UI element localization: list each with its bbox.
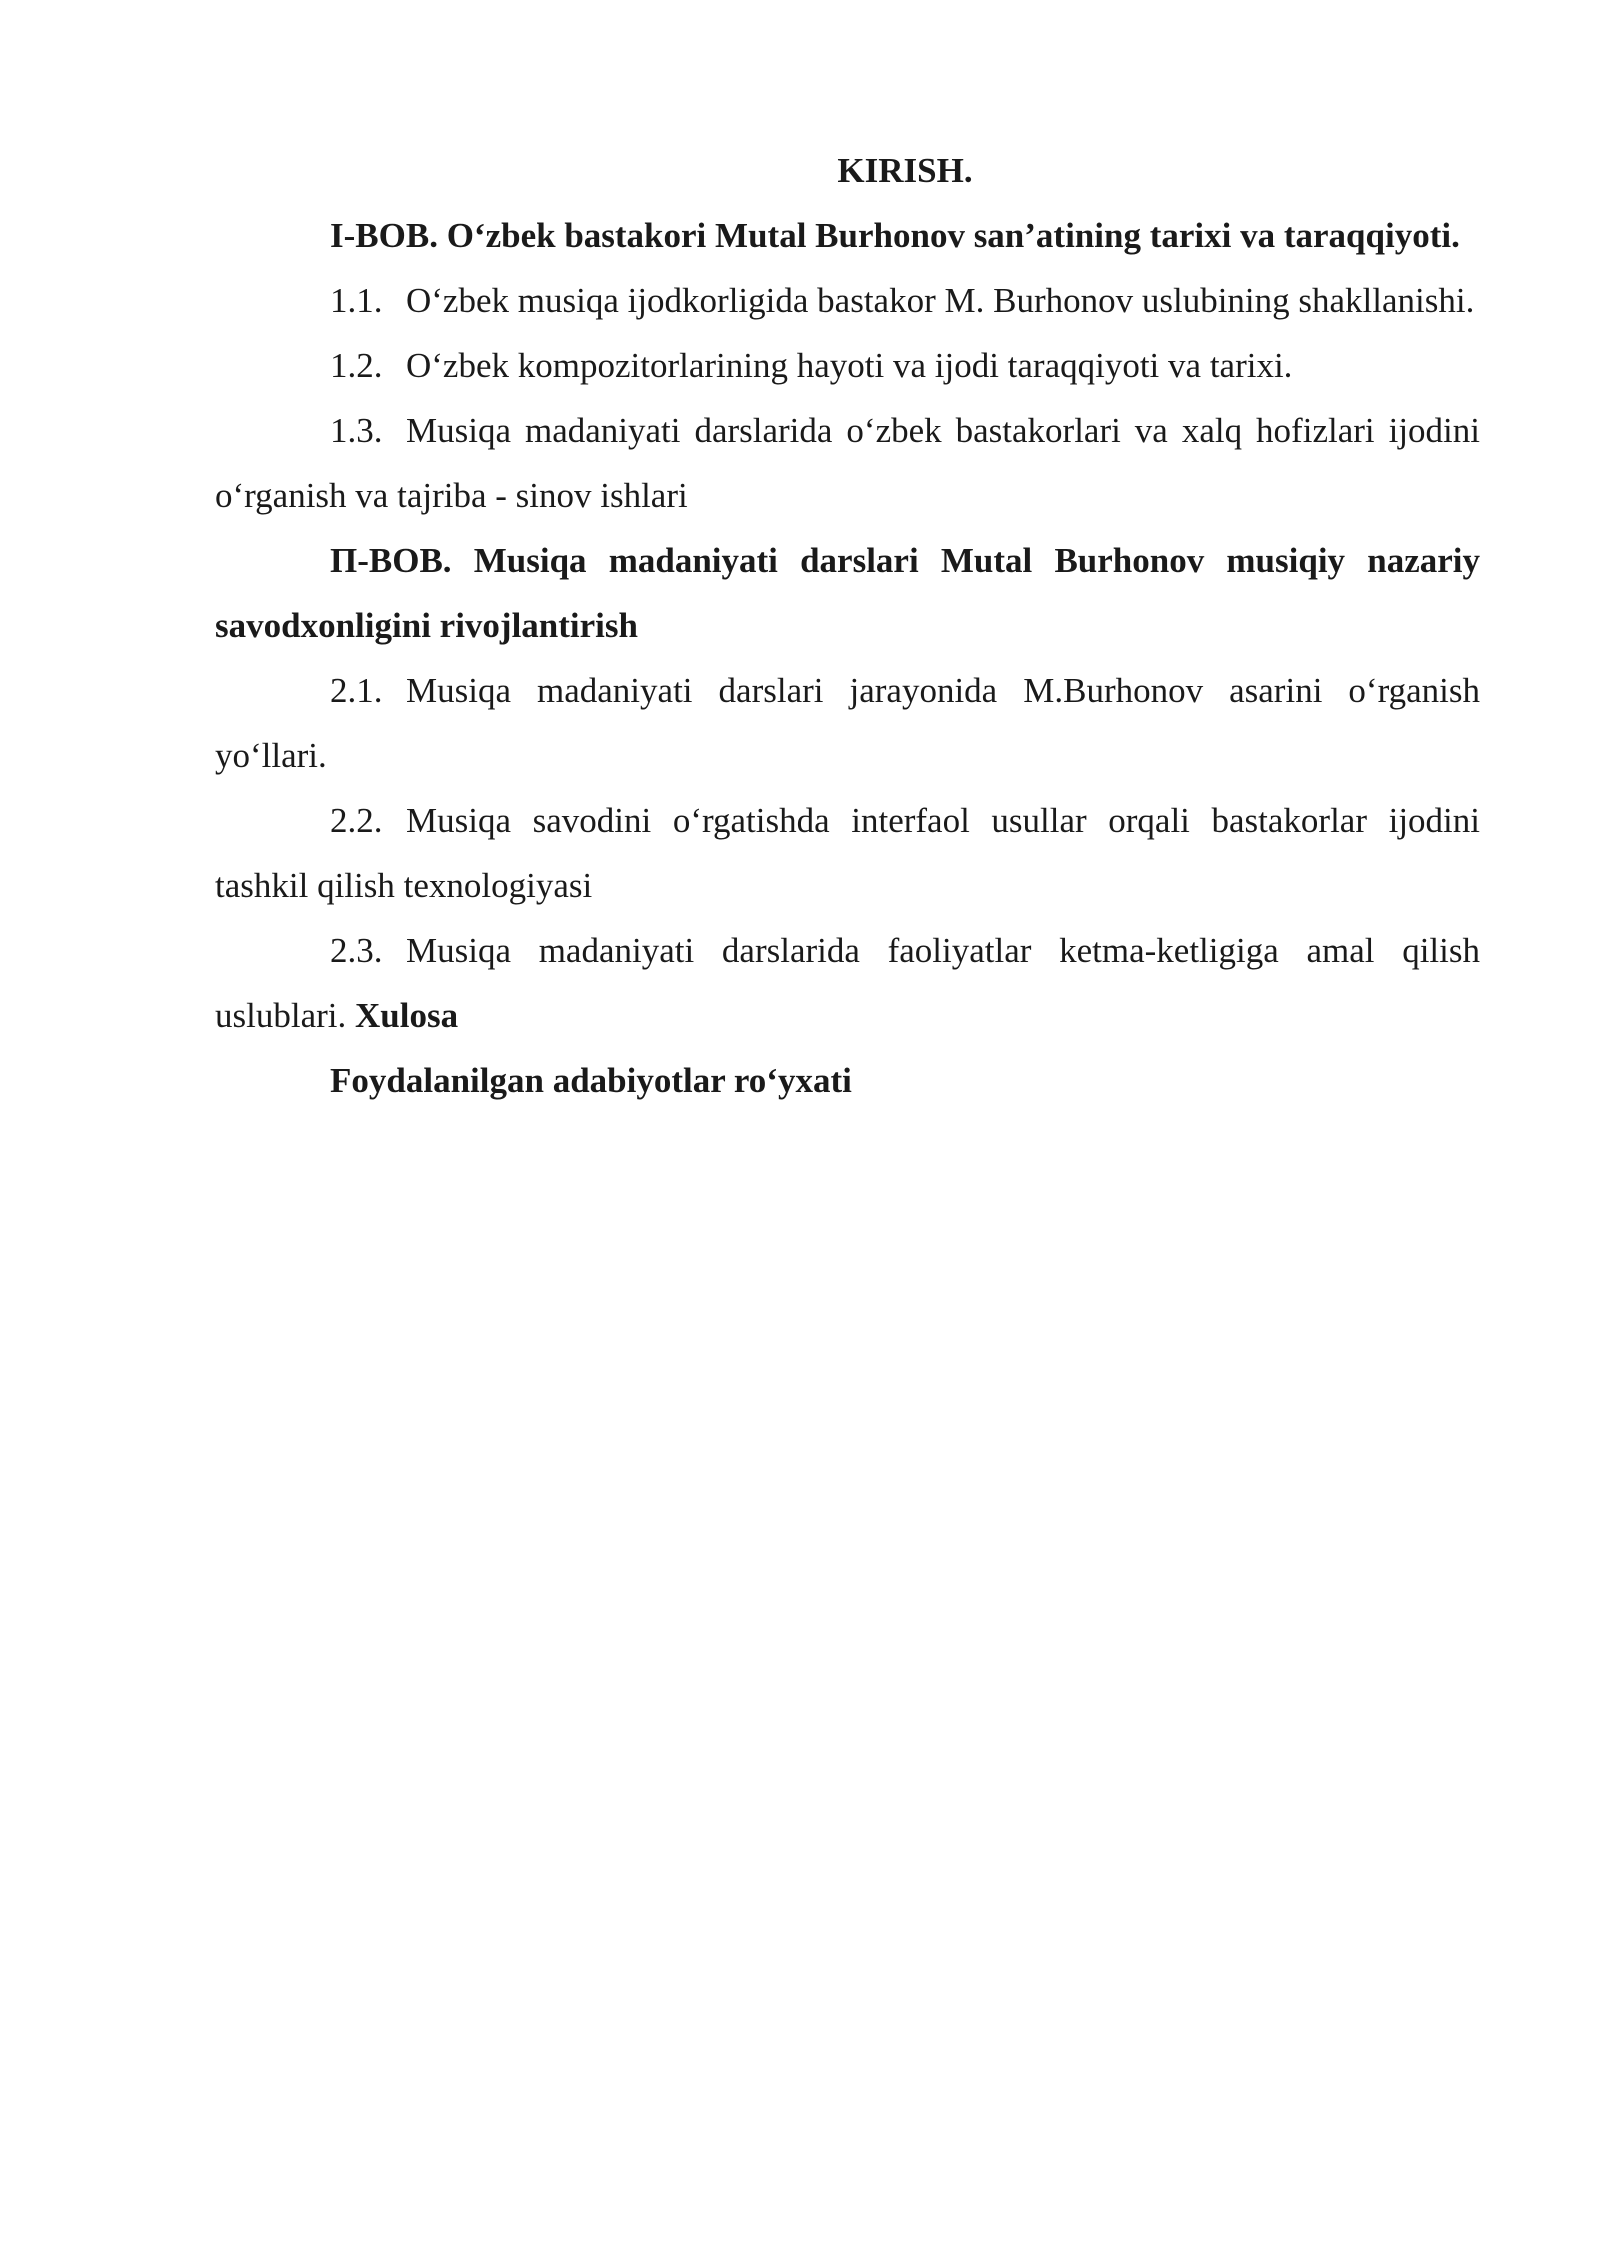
- section-title: Musiqa savodini o‘rgatishda interfaol usullar orqali bastakorlar ijodini tashkil qilish texnologiyasi: [215, 801, 1480, 905]
- intro-heading: KIRISH.: [837, 151, 973, 190]
- conclusion-heading: Xulosa: [354, 996, 459, 1035]
- chapter-1-heading: I-BOB. O‘zbek bastakori Mutal Burhonov san’atining tarixi va taraqqiyoti.: [330, 216, 1460, 255]
- toc-entry-1-3: [215, 398, 1480, 528]
- section-number: 1.3.: [330, 411, 383, 450]
- section-title: O‘zbek kompozitorlarining hayoti va ijodi taraqqiyoti va tarixi.: [406, 346, 1293, 385]
- section-title: Musiqa madaniyati darslari jarayonida M.Burhonov asarini o‘rganish yo‘llari.: [215, 671, 1480, 775]
- section-number: 2.1.: [330, 671, 383, 710]
- references-heading: Foydalanilgan adabiyotlar ro‘yxati: [330, 1061, 852, 1100]
- section-title: Musiqa madaniyati darslarida o‘zbek bastakorlari va xalq hofizlari ijodini o‘rganish va tajriba - sinov ishlari: [215, 411, 1480, 515]
- toc-entry-2-1: [215, 658, 1480, 788]
- chapter-2-heading: П-BOB. Musiqa madaniyati darslari Mutal Burhonov musiqiy nazariy savodxonligini rivojlantirish: [215, 541, 1480, 645]
- toc-entry-2-2: [215, 788, 1480, 918]
- section-number: 2.2.: [330, 801, 383, 840]
- section-title: O‘zbek musiqa ijodkorligida bastakor M. Burhonov uslubining shakllanishi.: [406, 281, 1475, 320]
- toc-entry-2-3: [215, 918, 1480, 1048]
- section-number: 1.2.: [330, 346, 383, 385]
- toc-entry-1-2: [215, 333, 1480, 398]
- section-number: 2.3.: [330, 931, 383, 970]
- section-number: 1.1.: [330, 281, 383, 320]
- toc-entry-1-1: [215, 268, 1480, 333]
- section-title: Musiqa madaniyati darslarida faoliyatlar ketma-ketligiga amal qilish uslublari.: [215, 931, 1480, 1035]
- table-of-contents: [215, 138, 1480, 1113]
